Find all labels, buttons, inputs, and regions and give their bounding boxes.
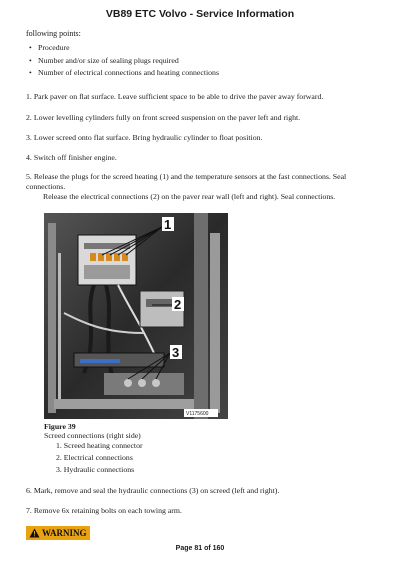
page-header-title: VB89 ETC Volvo - Service Information <box>105 8 295 20</box>
intro-text: following points: <box>26 29 81 38</box>
step-7 <box>26 506 382 516</box>
step-6 <box>26 486 382 496</box>
step-number: 7. <box>26 506 32 515</box>
step-4 <box>26 153 382 163</box>
page-number: Page 81 of 160 <box>175 545 225 552</box>
warning-badge <box>26 526 90 540</box>
step-text: Lower screed onto flat surface. Bring hydraulic cylinder to float position. <box>33 133 263 142</box>
list-item: • Number of electrical connections and heating connections <box>26 67 219 80</box>
callout-2: 2 <box>174 297 182 312</box>
step-number: 6. <box>26 486 32 495</box>
list-item: • Number and/or size of sealing plugs required <box>26 55 219 68</box>
figure-title: Figure 39 <box>44 422 76 431</box>
step-5 <box>26 172 382 202</box>
step-2 <box>26 113 382 123</box>
step-text: Lower levelling cylinders fully on front screed suspension on the paver left and right. <box>33 113 301 122</box>
list-item: 1. Screed heating connector <box>56 441 143 450</box>
list-item: 3. Hydraulic connections <box>56 465 135 474</box>
list-item: • Procedure <box>26 42 219 55</box>
callout-3: 3 <box>172 345 180 360</box>
step-number: 1. <box>26 92 32 101</box>
step-text: Park paver on flat surface. Leave sufficient space to be able to drive the paver away forward. <box>33 92 324 101</box>
image-id: V1175600 <box>186 411 209 417</box>
step-text: Release the plugs for the screed heating (1) and the temperature sensors at the fast connections. Seal connections. <box>26 172 347 191</box>
step-3 <box>26 133 382 143</box>
warning-label: WARNING <box>42 528 87 538</box>
step-number: 2. <box>26 113 32 122</box>
step-text-continued: Release the electrical connections (2) on the paver rear wall (left and right). Seal connections. <box>43 192 336 201</box>
callout-1: 1 <box>164 217 172 232</box>
step-text: Switch off finisher engine. <box>33 153 117 162</box>
figure-caption: Screed connections (right side) <box>44 431 141 440</box>
step-1 <box>26 92 382 102</box>
screed-connections-figure <box>44 213 228 419</box>
step-number: 5. <box>26 172 32 181</box>
step-text: Mark, remove and seal the hydraulic connections (3) on screed (left and right). <box>33 486 280 495</box>
list-item: 2. Electrical connections <box>56 453 133 462</box>
figure-legend <box>56 440 143 476</box>
step-number: 3. <box>26 133 32 142</box>
points-list <box>26 42 219 80</box>
screed-connections-illustration <box>44 213 228 419</box>
step-text: Remove 6x retaining bolts on each towing arm. <box>33 506 182 515</box>
warning-icon <box>29 528 40 538</box>
step-number: 4. <box>26 153 32 162</box>
